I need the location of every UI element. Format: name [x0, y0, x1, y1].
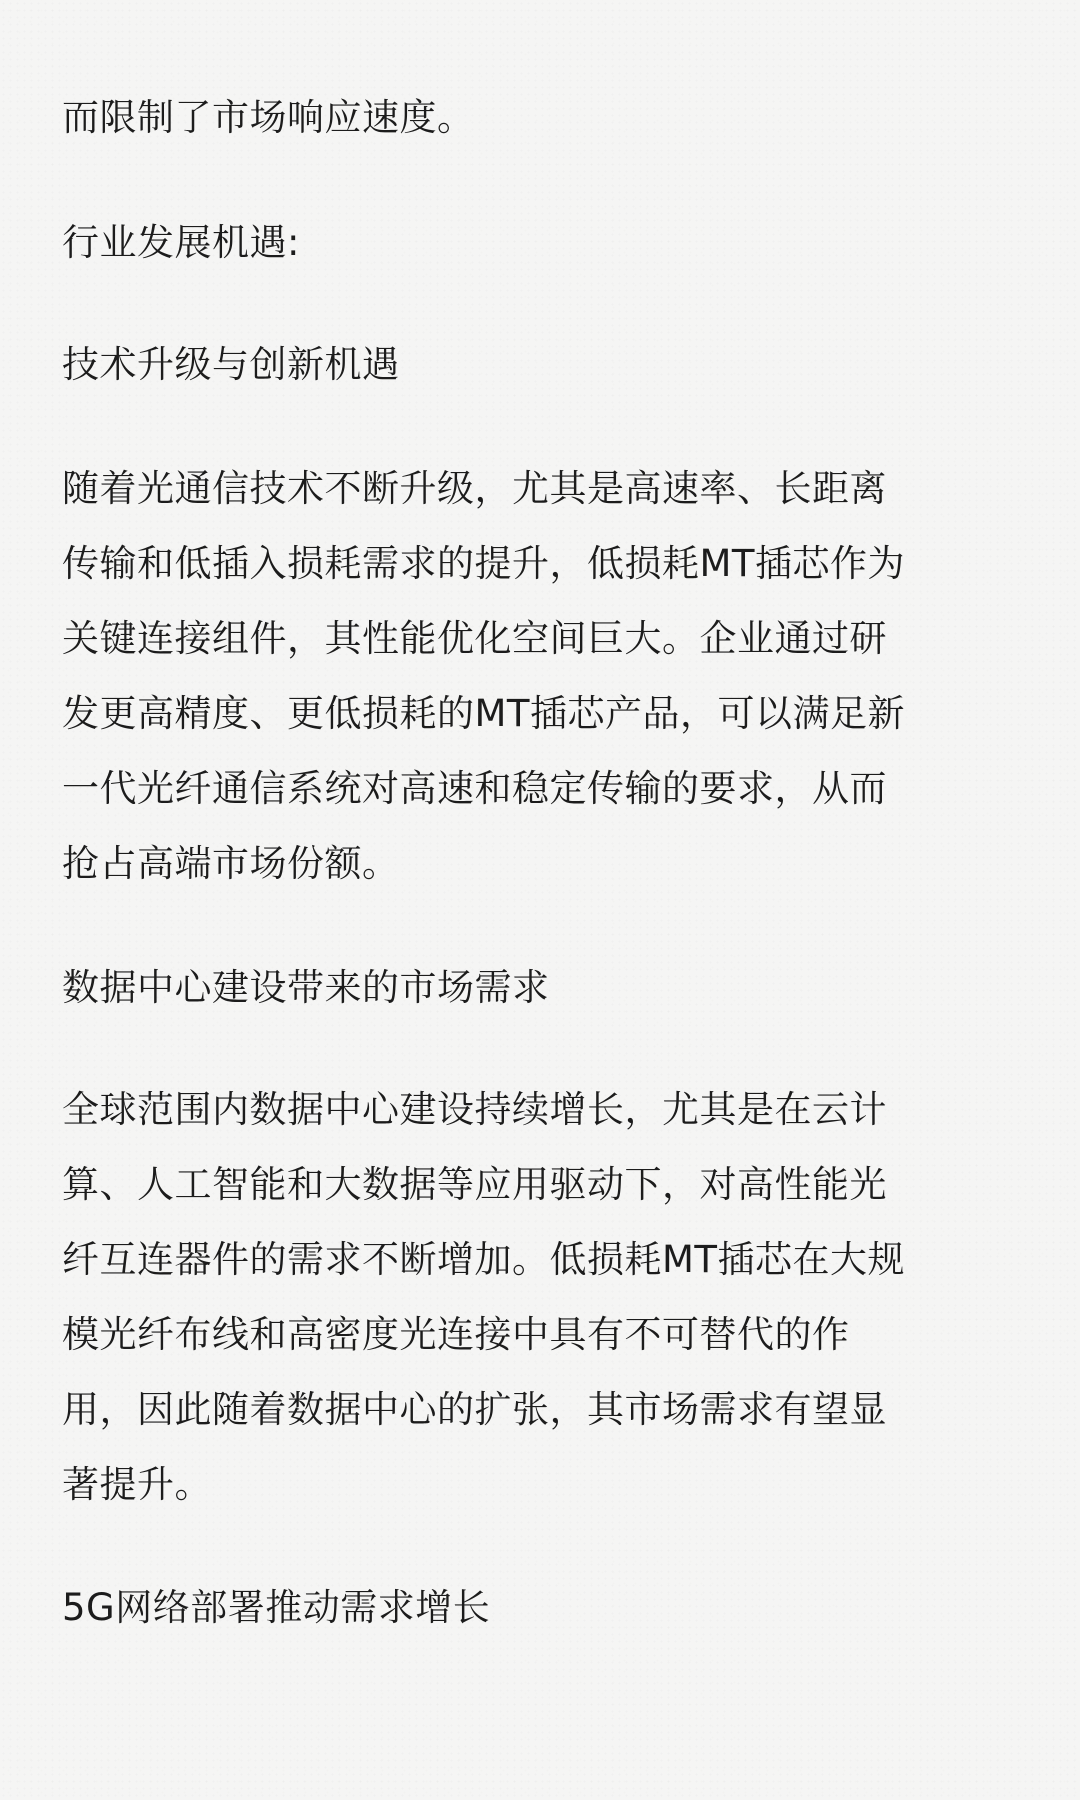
text-line: 模光纤布线和高密度光连接中具有不可替代的作: [62, 1313, 850, 1356]
subheading-5g: [62, 1570, 490, 1645]
paragraph-data-center: [62, 1072, 1022, 1522]
text-line: 行业发展机遇:: [62, 221, 300, 264]
text-line: 纤互连器件的需求不断增加。低损耗MT插芯在大规: [62, 1238, 906, 1281]
text-line: 全球范围内数据中心建设持续增长，尤其是在云计: [62, 1088, 887, 1131]
text-line: 著提升。: [62, 1463, 212, 1506]
text-line: 一代光纤通信系统对高速和稳定传输的要求，从而: [62, 767, 887, 810]
text-line: 而限制了市场响应速度。: [62, 96, 475, 139]
text-line: 抢占高端市场份额。: [62, 842, 400, 885]
subheading-tech-upgrade: [62, 327, 400, 402]
text-line: 随着光通信技术不断升级，尤其是高速率、长距离: [62, 467, 887, 510]
text-line: 关键连接组件，其性能优化空间巨大。企业通过研: [62, 617, 887, 660]
text-line: 数据中心建设带来的市场需求: [62, 966, 550, 1009]
subheading-data-center: [62, 950, 550, 1025]
paragraph-tech-upgrade: [62, 451, 1022, 901]
text-line: 发更高精度、更低损耗的MT插芯产品，可以满足新: [62, 692, 906, 735]
text-line: 传输和低插入损耗需求的提升，低损耗MT插芯作为: [62, 542, 906, 585]
text-line: 技术升级与创新机遇: [62, 343, 400, 386]
section-heading-opportunities: [62, 205, 300, 280]
text-line: 算、人工智能和大数据等应用驱动下，对高性能光: [62, 1163, 887, 1206]
paragraph-intro-tail: [62, 80, 475, 155]
text-line: 用，因此随着数据中心的扩张，其市场需求有望显: [62, 1388, 887, 1431]
text-line: 5G网络部署推动需求增长: [62, 1586, 491, 1629]
